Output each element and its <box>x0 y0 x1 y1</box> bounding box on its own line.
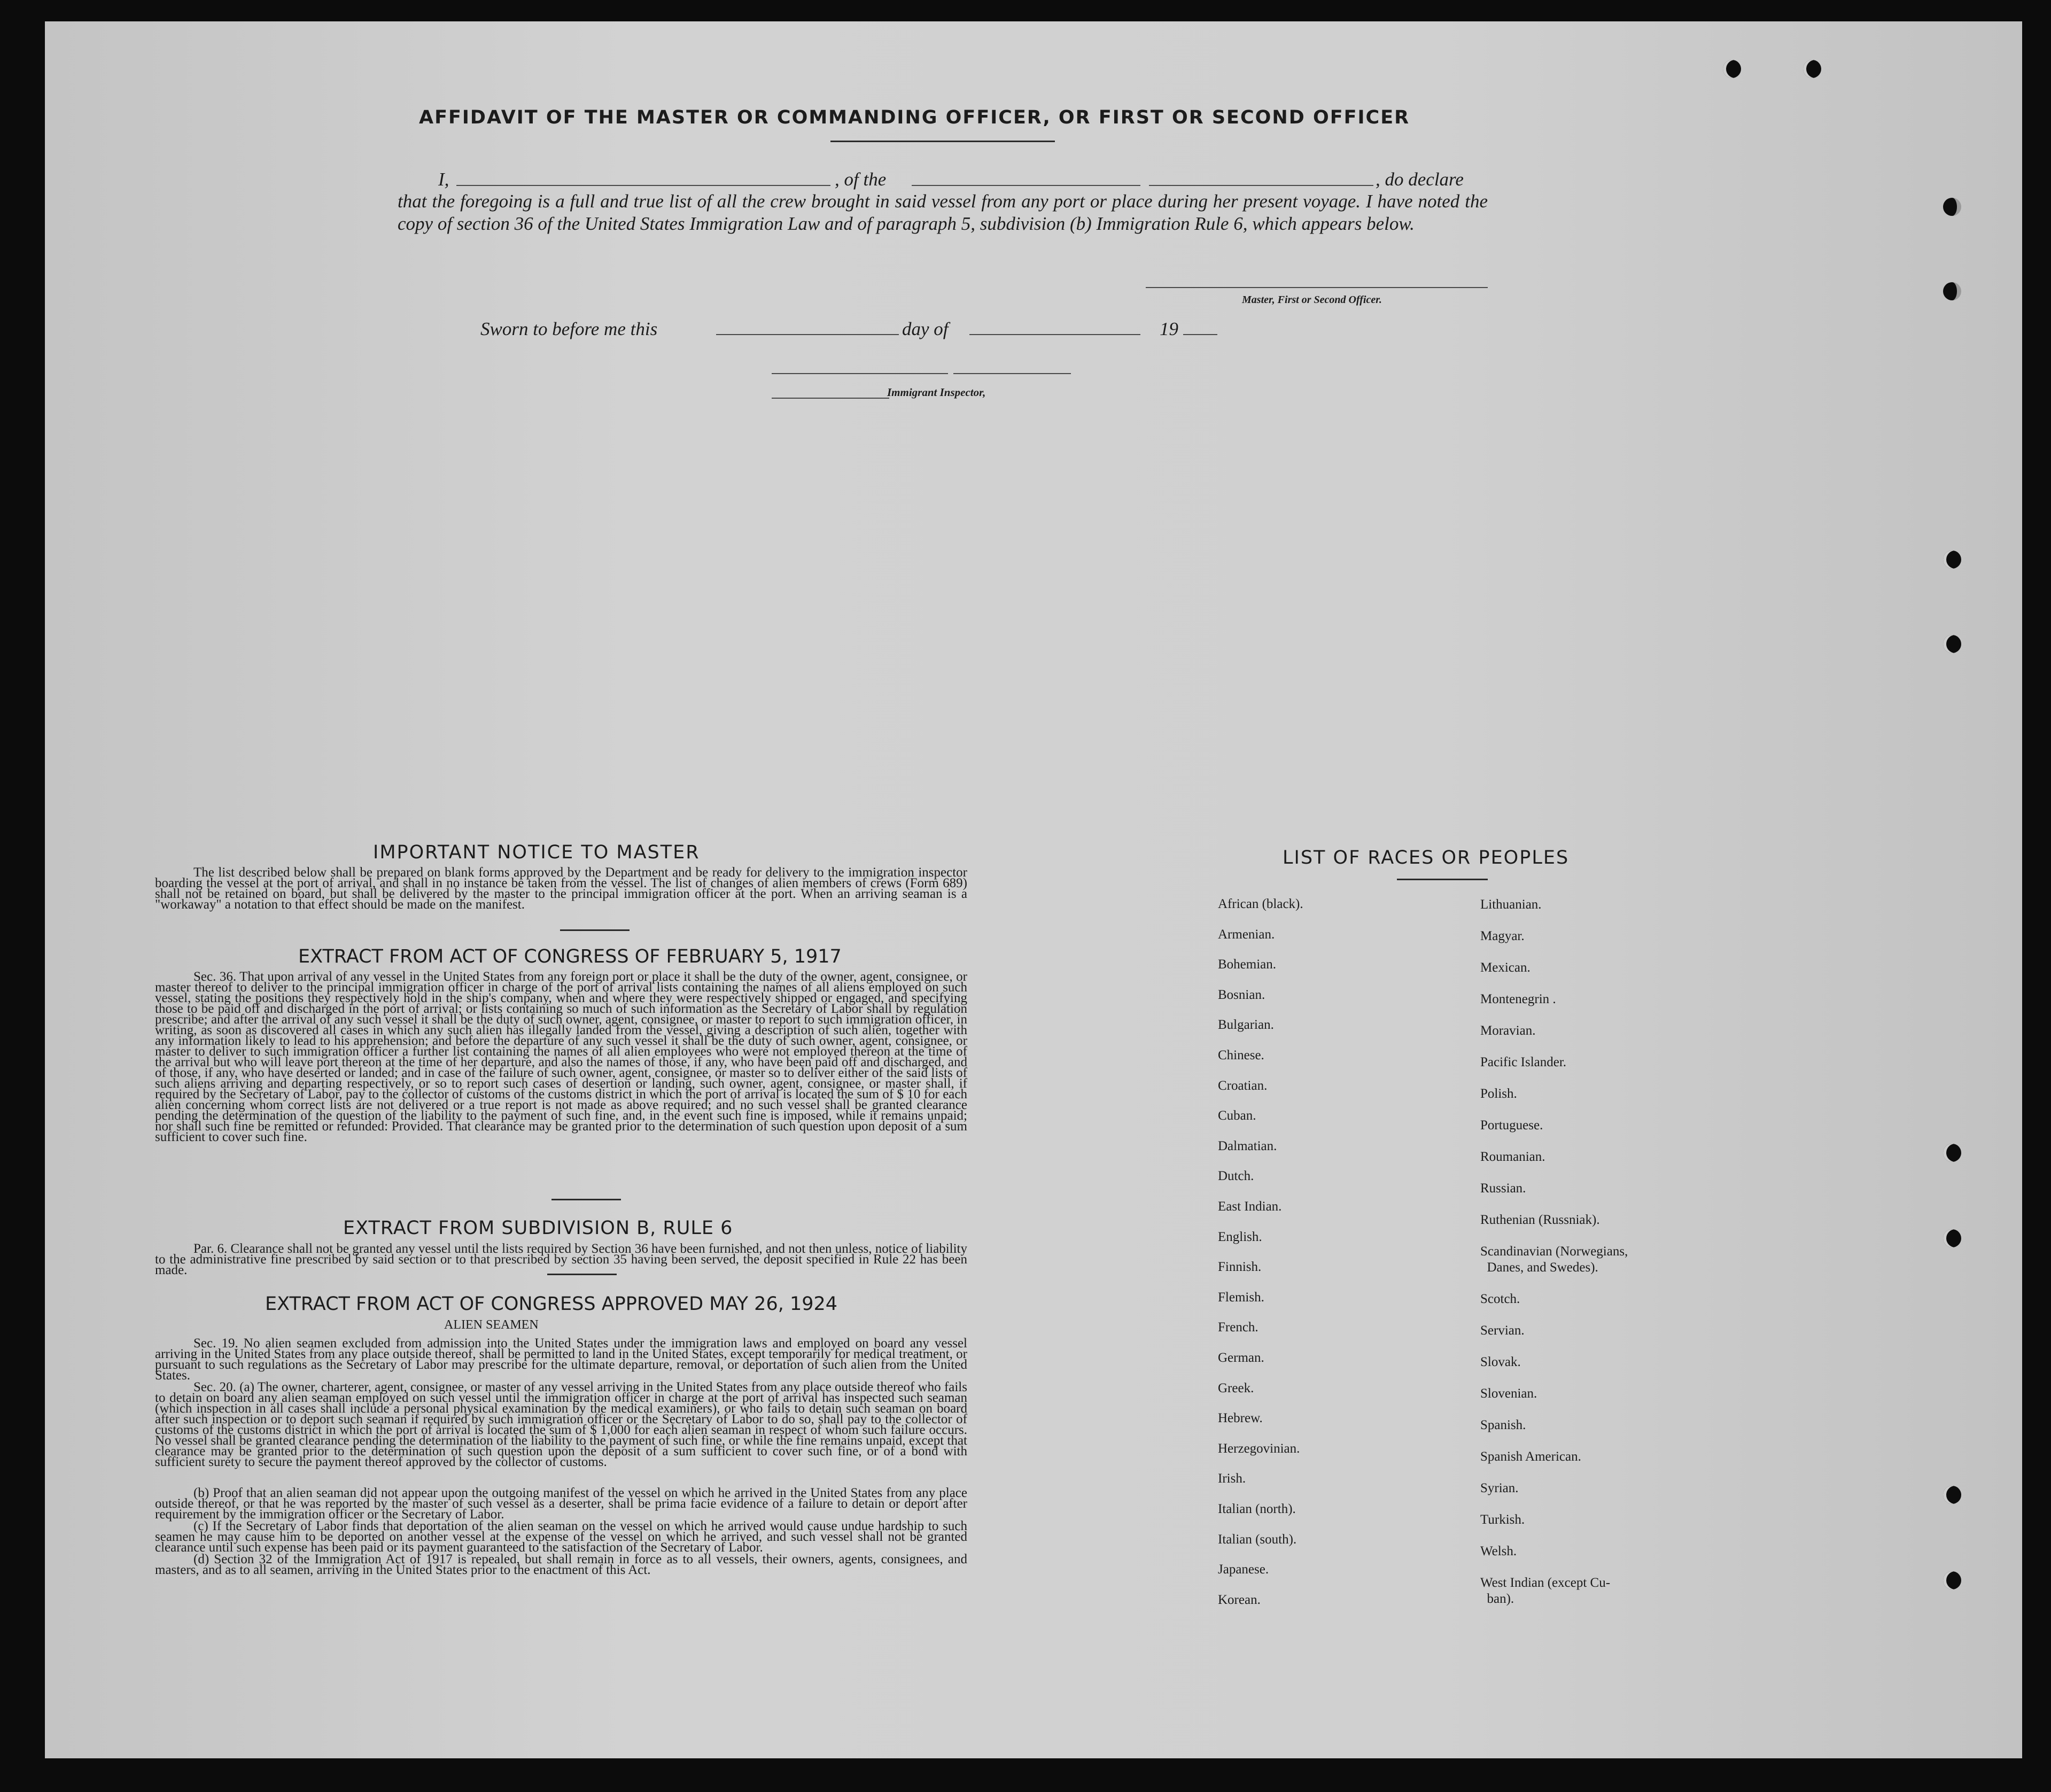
punch-hole <box>1943 282 1961 300</box>
signature-caption: Master, First or Second Officer. <box>1242 294 1382 306</box>
sworn-day-field[interactable] <box>716 334 899 335</box>
race-item: Syrian. <box>1480 1481 1519 1495</box>
punch-hole <box>1943 1486 1961 1504</box>
race-item: Herzegovinian. <box>1218 1441 1300 1456</box>
race-item: Moravian. <box>1480 1023 1536 1038</box>
race-item: English. <box>1218 1229 1262 1244</box>
sworn-day-of: day of <box>902 319 949 339</box>
inspector-signature-field[interactable] <box>772 373 948 374</box>
race-item: French. <box>1218 1320 1258 1335</box>
race-item: Servian. <box>1480 1323 1525 1338</box>
race-item: German. <box>1218 1351 1264 1365</box>
race-item: Hebrew. <box>1218 1411 1263 1426</box>
race-item: Scotch. <box>1480 1292 1520 1306</box>
affidavit-title: AFFIDAVIT OF THE MASTER OR COMMANDING OFFICER, OR FIRST OR SECOND OFFICER <box>419 107 1410 128</box>
punch-hole <box>1943 1229 1961 1247</box>
extract-rule6-title: EXTRACT FROM SUBDIVISION B, RULE 6 <box>343 1217 733 1239</box>
race-item: Dalmatian. <box>1218 1138 1277 1153</box>
declaration-of-the-label: , of the <box>835 169 887 190</box>
race-item: Bohemian. <box>1218 957 1277 972</box>
inspector-line-field[interactable] <box>772 398 889 399</box>
race-item: Bosnian. <box>1218 987 1265 1002</box>
extract-1924-sec19: Sec. 19. No alien seamen excluded from admission into the United States under the immigration laws and employed on board any vessel arriving in the United States from any place outside thereof, shall be permitted to land in the United States, except temporarily for medical treatment, or pursuant to such regulations as the Secretary of Labor may prescribe for the ultimate departure, removal, or deportation of such alien from the United States. <box>155 1336 967 1383</box>
notice-body: The list described below shall be prepared on blank forms approved by the Department and be ready for delivery to the immigration inspector boarding the vessel at the port of arrival, and shall in no instance be taken from the vessel. The list of changes of alien members of crews (Form 689) shall not be retained on board, but shall be delivered by the master to the principal immigration officer at the port. When an arriving seaman is a "workaway" a notation to that effect should be made on the manifest. <box>155 865 967 912</box>
declaration-i-label: I, <box>438 169 449 190</box>
extract-1924-sec20d: (d) Section 32 of the Immigration Act of 1917 is repealed, but shall remain in force as to all vessels, their owners, agents, consignees, and masters, and as to all seamen, arriving in the United States prior to the enactment of this Act. <box>155 1552 967 1577</box>
race-item: Lithuanian. <box>1480 897 1542 912</box>
punch-hole <box>1943 1571 1961 1589</box>
race-item: Slovak. <box>1480 1355 1521 1369</box>
punch-hole <box>1943 635 1961 653</box>
race-item: Ruthenian (Russniak). <box>1480 1213 1600 1227</box>
punch-hole <box>1803 60 1821 78</box>
inspector-signature-field-2[interactable] <box>953 373 1071 374</box>
declarant-name-field[interactable] <box>456 185 830 186</box>
race-item: Cuban. <box>1218 1108 1256 1123</box>
race-item: Flemish. <box>1218 1290 1264 1305</box>
divider <box>551 1199 621 1200</box>
race-item: Magyar. <box>1480 929 1525 943</box>
inspector-caption: Immigrant Inspector, <box>887 386 986 399</box>
race-item: Portuguese. <box>1480 1118 1543 1132</box>
race-item: Japanese. <box>1218 1562 1269 1577</box>
race-item: Scandinavian (Norwegians, Danes, and Swedes). <box>1480 1244 1628 1275</box>
divider <box>560 929 630 931</box>
extract-1917-title: EXTRACT FROM ACT OF CONGRESS OF FEBRUARY 5, 1917 <box>298 946 842 967</box>
extract-1924-subtitle: ALIEN SEAMEN <box>444 1318 539 1332</box>
punch-hole <box>1943 550 1961 569</box>
race-item: Irish. <box>1218 1471 1246 1486</box>
races-title: LIST OF RACES OR PEOPLES <box>1283 847 1570 868</box>
extract-1924-sec20b: (b) Proof that an alien seaman did not appear upon the outgoing manifest of the vessel on which he arrived in the United States from any place outside thereof, or that he was reported by the master of such vessel as a deserter, shall be prima facie evidence of a failure to detain or deport after requirement by the immigration officer or the Secretary of Labor. <box>155 1486 967 1522</box>
race-item: Pacific Islander. <box>1480 1055 1567 1069</box>
race-item: West Indian (except Cu- ban). <box>1480 1576 1611 1606</box>
race-item: Chinese. <box>1218 1048 1264 1062</box>
race-item: Bulgarian. <box>1218 1018 1274 1033</box>
sworn-year-field[interactable] <box>1183 334 1217 335</box>
race-item: Turkish. <box>1480 1512 1525 1527</box>
punch-hole <box>1723 60 1741 78</box>
race-item: Armenian. <box>1218 927 1275 942</box>
extract-1917-body: Sec. 36. That upon arrival of any vessel in the United States from any foreign port or place it shall be the duty of the owner, agent, consignee, or master thereof to deliver to the principal immigration officer in charge of the port of arrival lists containing the names of all aliens employed on such vessel, stating the positions they respectively hold in the ship's company, when and where they were respectively shipped or engaged, and specifying those to be paid off and discharged in the port of arrival; or lists containing so much of such information as the Secretary of Labor shall by regulation prescribe; and after the arrival of any such vessel it shall be the duty of such owner, agent, consignee, or master to report to such immigration officer, in writing, as soon as discovered all cases in which any such alien has illegally landed from the vessel, giving a description of such alien, together with any information likely to lead to his apprehension; and before the departure of any such vessel it shall be the duty of such owner, agent, consignee, or master to deliver to such immigration officer a further list containing the names of all alien employees who were not employed thereon at the time of the arrival but who will leave port thereon at the time of her departure, and also the names of those, if any, who have been paid off and discharged, and of those, if any, who have deserted or landed; and in case of the failure of such owner, agent, consignee, or master so to deliver either of the said lists of such aliens arriving and departing respectively, or so to report such cases of desertion or landing, such owner, agent, consignee, or master shall, if required by the Secretary of Labor, pay to the collector of customs of the customs district in which the port of arrival is located the sum of $ 10 for each alien concerning whom correct lists are not delivered or a true report is not made as above required; and no such vessel shall be granted clearance pending the determination of the question of the liability to the payment of such fine, and, in the event such fine is imposed, while it remains unpaid; nor shall such fine be remitted or refunded: Provided. That clearance may be granted prior to the determination of such question upon deposit of a sum sufficient to cover such fine. <box>155 969 967 1144</box>
race-item: Spanish. <box>1480 1418 1526 1432</box>
extract-1924-sec20c: (c) If the Secretary of Labor finds that deportation of the alien seaman on the vessel on which he arrived would cause undue hardship to such seamen he may cause him to be deported on another vessel at the expense of the vessel on which he arrived, and such vessel shall not be granted clearance until such expense has been paid or its payment guaranteed to the satisfaction of the Secretary of Labor. <box>155 1519 967 1555</box>
sworn-year-prefix: 19 <box>1160 319 1178 339</box>
race-item: Italian (south). <box>1218 1532 1297 1547</box>
divider <box>1397 879 1488 880</box>
sworn-month-field[interactable] <box>969 334 1140 335</box>
race-item: African (black). <box>1218 897 1303 911</box>
document-page <box>45 21 2022 1758</box>
declaration-body: that the foregoing is a full and true list of all the crew brought in said vessel from any port or place during her present voyage. I have noted the copy of section 36 of the United States Immigration Law and of paragraph 5, subdivision (b) Immigration Rule 6, which appears below. <box>398 191 1488 234</box>
race-item: Greek. <box>1218 1380 1254 1395</box>
race-item: Spanish American. <box>1480 1449 1581 1464</box>
race-item: East Indian. <box>1218 1199 1282 1214</box>
punch-hole <box>1943 1144 1961 1162</box>
race-item: Finnish. <box>1218 1260 1262 1275</box>
race-item: Russian. <box>1480 1181 1526 1196</box>
divider <box>830 141 1055 142</box>
race-item: Italian (north). <box>1218 1502 1296 1516</box>
race-item: Croatian. <box>1218 1078 1268 1093</box>
race-item: Dutch. <box>1218 1169 1254 1184</box>
race-item: Mexican. <box>1480 960 1531 975</box>
extract-1924-title: EXTRACT FROM ACT OF CONGRESS APPROVED MAY 26, 1924 <box>265 1293 838 1315</box>
officer-signature-field[interactable] <box>1146 287 1488 288</box>
vessel-name-field[interactable] <box>912 185 1140 186</box>
race-item: Montenegrin . <box>1480 992 1556 1006</box>
extract-1924-sec20: Sec. 20. (a) The owner, charterer, agent, consignee, or master of any vessel arriving in the United States from any place outside thereof who fails to detain on board any alien seaman employed on such vessel until the immigration officer in charge at the port of arrival has inspected such seaman (which inspection in all cases shall include a personal physical examination by the medical examiners), or who fails to detain such seaman on board after such inspection or to deport such seaman if required by such immigration officer or the Secretary of Labor to do so, shall pay to the collector of customs of the customs district in which the port of arrival is located the sum of $ 1,000 for each alien seaman in respect of whom such failure occurs. No vessel shall be granted clearance pending the determination of the liability to the payment of such fine, or while the fine remains unpaid, except that clearance may be granted prior to the determination of such question upon the deposit of a sum sufficient to cover such fine, or of a bond with sufficient surety to secure the payment thereof approved by the collector of customs. <box>155 1380 967 1469</box>
punch-hole <box>1943 198 1961 216</box>
extract-rule6-body: Par. 6. Clearance shall not be granted any vessel until the lists required by Section 36 have been furnished, and not then unless, notice of liability to the administrative fine prescribed by said section or to that prescribed by section 35 having been served, the deposit specified in Rule 22 has been made. <box>155 1242 967 1277</box>
declaration-do-declare-label: , do declare <box>1376 169 1464 190</box>
race-item: Polish. <box>1480 1087 1517 1101</box>
notice-title: IMPORTANT NOTICE TO MASTER <box>373 842 700 863</box>
race-item: Slovenian. <box>1480 1386 1537 1401</box>
race-item: Welsh. <box>1480 1544 1517 1558</box>
race-item: Roumanian. <box>1480 1150 1545 1164</box>
divider <box>547 1274 617 1275</box>
sworn-prefix: Sworn to before me this <box>480 319 658 339</box>
race-item: Korean. <box>1218 1592 1261 1607</box>
vessel-name-field-2[interactable] <box>1149 185 1373 186</box>
